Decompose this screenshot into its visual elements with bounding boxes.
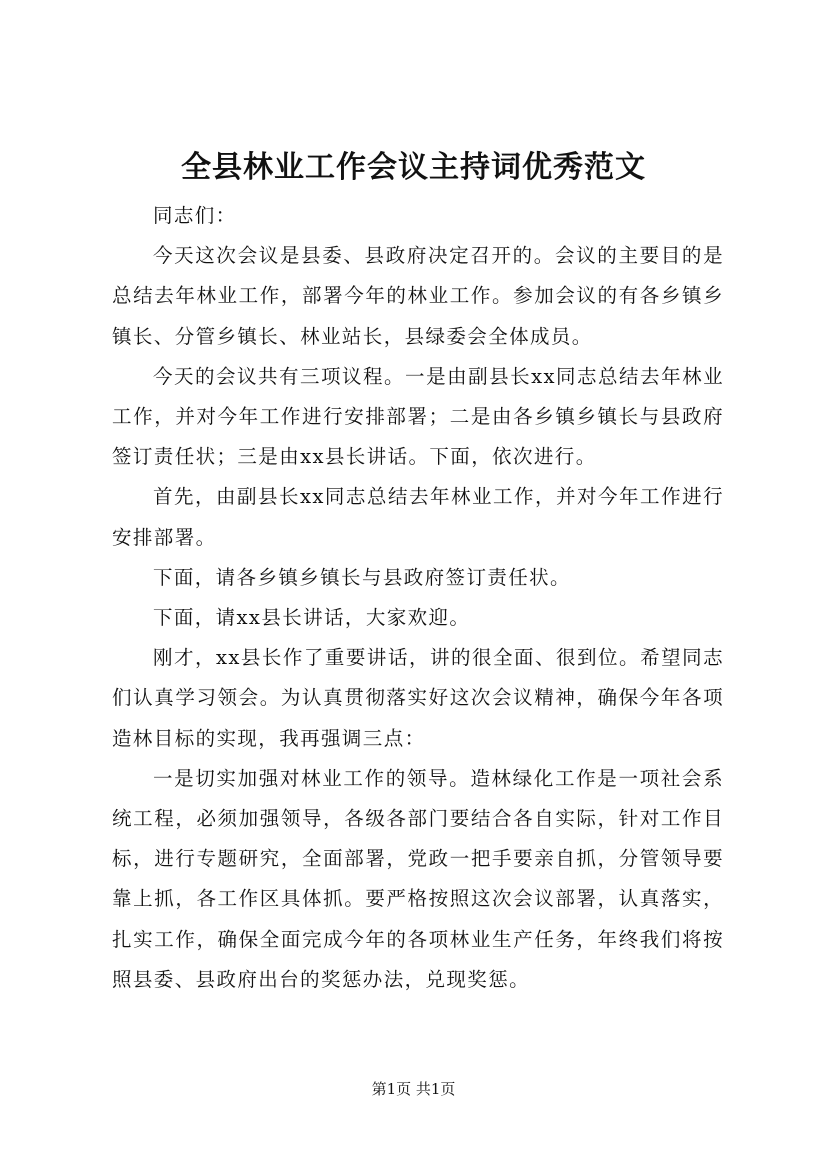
document-title: 全县林业工作会议主持词优秀范文 [181, 150, 646, 185]
body-paragraph: 今天的会议共有三项议程。一是由副县长xx同志总结去年林业工作，并对今年工作进行安排部署；二是由各乡镇乡镇长与县政府签订责任状；三是由xx县长讲话。下面，依次进行。 [112, 364, 724, 469]
body-paragraph: 刚才，xx县长作了重要讲话，讲的很全面、很到位。希望同志们认真学习领会。为认真贯彻落实好这次会议精神，确保今年各项造林目标的实现，我再强调三点： [112, 646, 724, 750]
body-paragraph: 首先，由副县长xx同志总结去年林业工作，并对今年工作进行安排部署。 [112, 485, 724, 549]
body-paragraph: 一是切实加强对林业工作的领导。造林绿化工作是一项社会系统工程，必须加强领导，各级各部门要结合各自实际，针对工作目标，进行专题研究，全面部署，党政一把手要亲自抓，分管领导要靠上抓，各工作区具体抓。要严格按照这次会议部署，认真落实，扎实工作，确保全面完成今年的各项林业生产任务，年终我们将按照县委、县政府出台的奖惩办法，兑现奖惩。 [112, 766, 724, 991]
document-body [112, 196, 724, 1000]
body-paragraph: 下面，请xx县长讲话，大家欢迎。 [152, 606, 471, 630]
salutation-paragraph: 同志们： [152, 204, 237, 227]
body-paragraph: 下面，请各乡镇乡镇长与县政府签订责任状。 [152, 565, 571, 589]
body-paragraph: 今天这次会议是县委、县政府决定召开的。会议的主要目的是总结去年林业工作，部署今年的林业工作。参加会议的有各乡镇乡镇长、分管乡镇长、林业站长，县绿委会全体成员。 [112, 244, 724, 348]
page-number-footer: 第1页 共1页 [371, 1080, 456, 1098]
